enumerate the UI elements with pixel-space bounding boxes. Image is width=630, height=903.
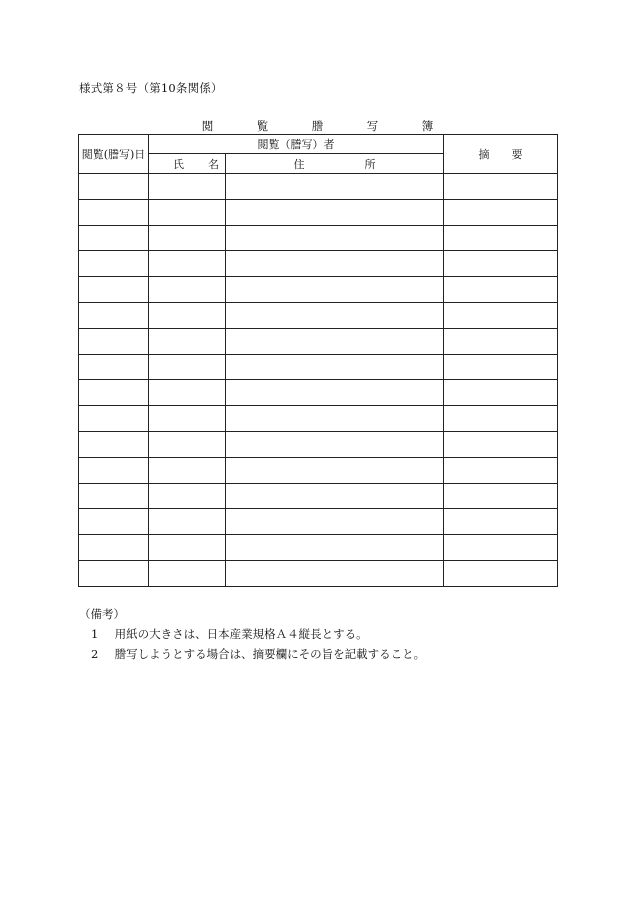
name-cell[interactable] — [149, 225, 226, 251]
name-cell[interactable] — [149, 277, 226, 303]
summary-cell[interactable] — [444, 251, 558, 277]
register-table-body — [79, 135, 558, 587]
address-cell[interactable] — [226, 560, 444, 586]
summary-cell[interactable] — [444, 483, 558, 509]
summary-cell[interactable] — [444, 509, 558, 535]
address-cell[interactable] — [226, 174, 444, 200]
table-row — [79, 199, 558, 225]
date-cell[interactable] — [79, 431, 149, 457]
address-cell[interactable] — [226, 225, 444, 251]
header-summary-label: 摘要 — [478, 148, 545, 161]
summary-cell[interactable] — [444, 535, 558, 561]
date-cell[interactable] — [79, 199, 149, 225]
table-row — [79, 277, 558, 303]
name-cell[interactable] — [149, 509, 226, 535]
header-address — [226, 154, 444, 174]
name-cell[interactable] — [149, 302, 226, 328]
name-cell[interactable] — [149, 328, 226, 354]
address-cell[interactable] — [226, 509, 444, 535]
name-cell[interactable] — [149, 174, 226, 200]
name-cell[interactable] — [149, 251, 226, 277]
name-cell[interactable] — [149, 199, 226, 225]
address-cell[interactable] — [226, 483, 444, 509]
summary-cell[interactable] — [444, 277, 558, 303]
date-cell[interactable] — [79, 354, 149, 380]
name-cell[interactable] — [149, 457, 226, 483]
summary-cell[interactable] — [444, 560, 558, 586]
date-cell[interactable] — [79, 380, 149, 406]
date-cell[interactable] — [79, 457, 149, 483]
name-cell[interactable] — [149, 535, 226, 561]
name-cell[interactable] — [149, 354, 226, 380]
table-row — [79, 380, 558, 406]
remarks-section — [79, 604, 425, 664]
address-cell[interactable] — [226, 431, 444, 457]
remarks-heading: （備考） — [79, 607, 125, 621]
address-cell[interactable] — [226, 302, 444, 328]
remark-note — [79, 624, 425, 644]
date-cell[interactable] — [79, 328, 149, 354]
summary-cell[interactable] — [444, 431, 558, 457]
document-title: 閲 覧 謄 写 簿 — [201, 119, 450, 133]
date-cell[interactable] — [79, 535, 149, 561]
remark-number: 2 — [91, 647, 99, 661]
summary-cell[interactable] — [444, 328, 558, 354]
remark-number: 1 — [91, 627, 99, 641]
remark-text: 謄写しようとする場合は、摘要欄にその旨を記載すること。 — [114, 647, 426, 661]
address-cell[interactable] — [226, 535, 444, 561]
remark-text: 用紙の大きさは、日本産業規格Ａ４縦長とする。 — [114, 627, 368, 641]
address-cell[interactable] — [226, 277, 444, 303]
register-table — [78, 134, 558, 587]
name-cell[interactable] — [149, 483, 226, 509]
address-cell[interactable] — [226, 457, 444, 483]
summary-cell[interactable] — [444, 380, 558, 406]
table-row — [79, 406, 558, 432]
table-row — [79, 251, 558, 277]
summary-cell[interactable] — [444, 174, 558, 200]
name-cell[interactable] — [149, 431, 226, 457]
date-cell[interactable] — [79, 406, 149, 432]
table-row — [79, 560, 558, 586]
table-row — [79, 535, 558, 561]
date-cell[interactable] — [79, 483, 149, 509]
name-cell[interactable] — [149, 380, 226, 406]
date-cell[interactable] — [79, 509, 149, 535]
address-cell[interactable] — [226, 328, 444, 354]
remark-note — [79, 644, 425, 664]
header-name — [149, 154, 243, 174]
summary-cell[interactable] — [444, 354, 558, 380]
date-cell[interactable] — [79, 174, 149, 200]
header-row-1 — [79, 135, 558, 154]
address-cell[interactable] — [226, 380, 444, 406]
address-cell[interactable] — [226, 251, 444, 277]
summary-cell[interactable] — [444, 457, 558, 483]
date-cell[interactable] — [79, 277, 149, 303]
table-row — [79, 483, 558, 509]
table-row — [79, 174, 558, 200]
header-name-label: 氏名 — [173, 157, 243, 171]
summary-cell[interactable] — [444, 406, 558, 432]
summary-cell[interactable] — [444, 225, 558, 251]
address-cell[interactable] — [226, 354, 444, 380]
table-row — [79, 509, 558, 535]
date-cell[interactable] — [79, 251, 149, 277]
address-cell[interactable] — [226, 199, 444, 225]
name-cell[interactable] — [149, 560, 226, 586]
table-row — [79, 431, 558, 457]
date-cell[interactable] — [79, 302, 149, 328]
table-row — [79, 457, 558, 483]
table-row — [79, 225, 558, 251]
summary-cell[interactable] — [444, 302, 558, 328]
form-number: 様式第８号（第10条関係） — [79, 81, 223, 95]
name-cell[interactable] — [149, 406, 226, 432]
header-date: 閲覧(謄写)日 — [79, 135, 149, 174]
table-row — [79, 354, 558, 380]
address-cell[interactable] — [226, 406, 444, 432]
date-cell[interactable] — [79, 225, 149, 251]
header-summary — [444, 135, 558, 174]
header-person-group: 閲覧（謄写）者 — [149, 135, 444, 154]
header-address-label: 住所 — [293, 157, 436, 171]
table-row — [79, 328, 558, 354]
summary-cell[interactable] — [444, 199, 558, 225]
date-cell[interactable] — [79, 560, 149, 586]
table-row — [79, 302, 558, 328]
